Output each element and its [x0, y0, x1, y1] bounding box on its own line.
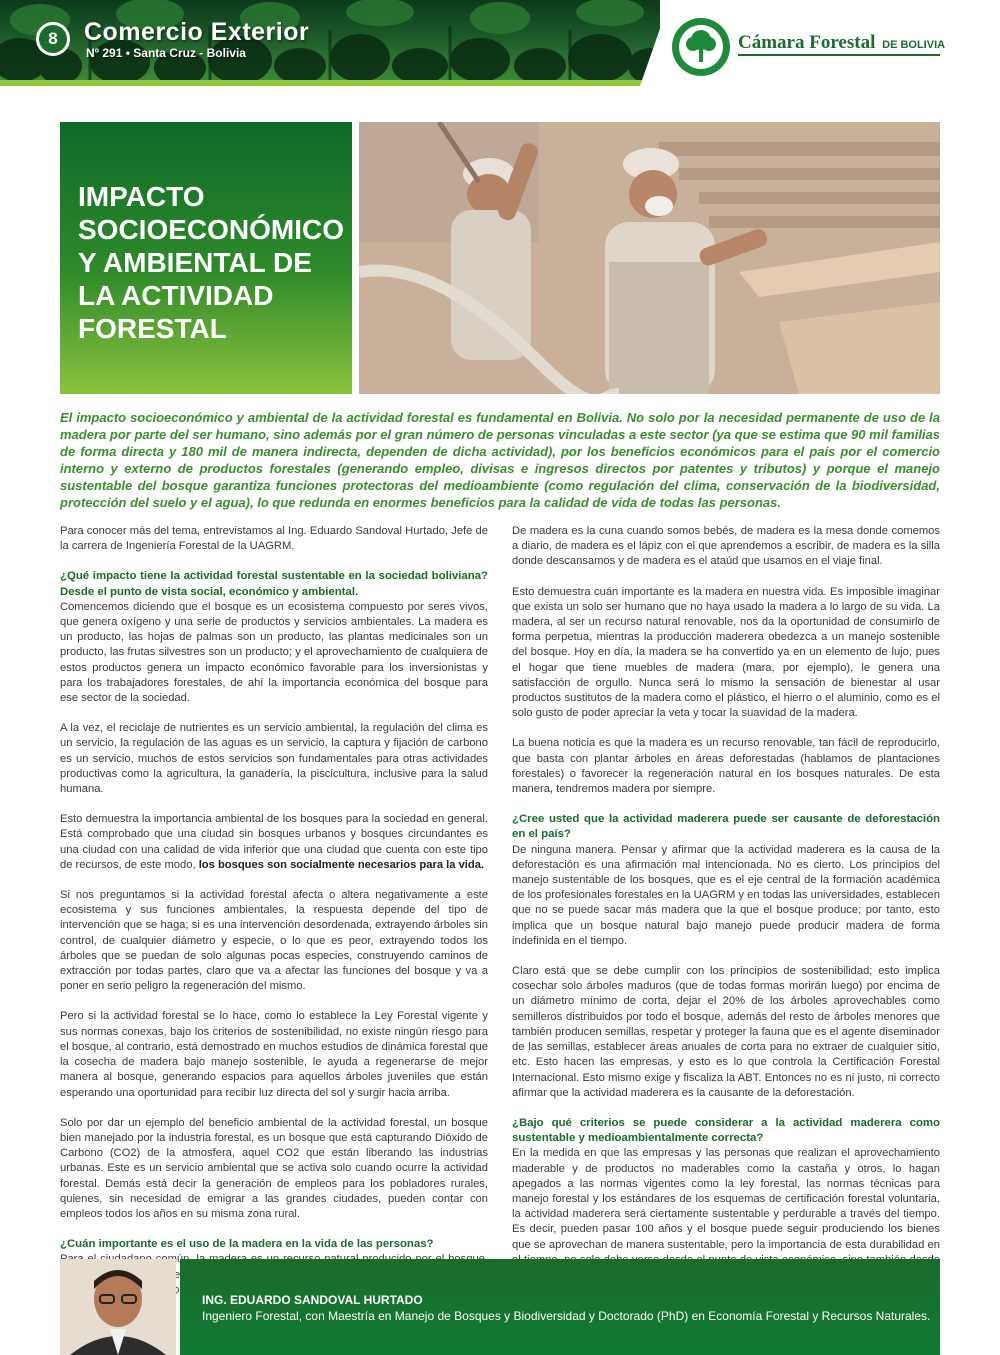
body-paragraph: A la vez, el reciclaje de nutrientes es un servicio ambiental, la regulación del clima es un servicio, la regulación de las aguas es un servicio, la captura y fijación de carbono es un servicio, muchos de estos servicios son fundamentales para otras actividades productivas como la agricultura, la ganadería, la piscicultura, inclusive para la salud humana.: [60, 722, 488, 796]
article-lead: El impacto socioeconómico y ambiental de la actividad forestal es fundamental en Bolivia. No solo por la necesidad permanente de uso de la madera por parte del ser humano, sino además por el gran número de personas vinculadas a este sector (ya que se estima que 90 mil familias de forma directa y 180 mil de manera indirecta, dependen de dicha actividad), por los beneficios económicos para el país por el comercio interno y externo de productos forestales (generando empleo, divisas e ingresos directos por patentes y tributos) y porque el manejo sustentable del bosque garantiza funciones protectoras del medioambiente (como regulación del clima, conservación de la biodiversidad, protección del suelo y el agua), lo que redunda en enormes beneficios para la calidad de vida de todas las personas.: [60, 410, 940, 510]
body-paragraph: La buena noticia es que la madera es un recurso renovable, tan fácil de reproducirlo, que basta con plantar árboles en áreas deforestadas (hablamos de plantaciones forestales) o favorecer la regeneración natural en los bosques naturales. De esta manera, tendremos madera por siempre.: [512, 737, 940, 796]
header-accent-stripe: [0, 80, 650, 86]
logo-underline: [738, 54, 940, 56]
left-column: [60, 524, 488, 1313]
page-number: 8: [36, 22, 70, 56]
body-paragraph: Claro está que se debe cumplir con los principios de sostenibilidad; esto implica cosechar solo árboles maduros (que de todas formas morirán luego) por encima de un diámetro mínimo de corta, dejar el 20% de los árboles aprovechables como semilleros distribuidos por todo el bosque, además del resto de árboles menores que también producen semillas, respetar y proteger la fauna que es el agente diseminador de las semillas, establecer áreas anuales de corta para no extraer de cualquier sitio, etc. Esto hacen las empresas, y esto es lo que controla la Certificación Forestal Internacional. Esto mismo exige y fiscaliza la ABT. Entonces no es ni justo, ni correcto afirmar que la actividad maderera es la causante de la deforestación.: [512, 965, 940, 1099]
title-panel: [60, 122, 352, 394]
body-paragraph: Comencemos diciendo que el bosque es un ecosistema compuesto por seres vivos, que genera oxígeno y una serie de productos y servicios ambientales. La madera es un producto, las hojas de palmas son un producto, las plantas medicinales son un producto, las frutas silvestres son un producto; y el aprovechamiento de cualquiera de estos productos genera un impacto económico favorable para los inversionistas y para los trabajadores forestales, de ahí la importancia económica del bosque para ese sector de la sociedad.: [60, 600, 488, 705]
body-paragraph: De ninguna manera. Pensar y afirmar que la actividad maderera es la causa de la deforestación es una afirmación mal intencionada. No es cierto. Los principios del manejo sustentable de los bosques, que es el eje central de la formación académica de los profesionales forestales en la UAGRM y en todas las universidades, establecen que no se puede sacar más madera que la que el bosque produce; por tanto, esto implica que un bosque natural bajo manejo puede producir madera de forma indefinida en el tiempo.: [512, 843, 940, 947]
question-heading: ¿Cree usted que la actividad maderera puede ser causante de deforestación en el país?: [512, 813, 940, 841]
author-bio-box: [180, 1259, 940, 1355]
body-paragraph: Esto demuestra cuán importante es la madera en nuestra vida. Es imposible imaginar que exista un solo ser humano que no haya usado la madera a lo largo de su vida. La madera, al ser un recurso natural renovable, nos da la oportunidad de consumirlo de forma perpetua, mientras la producción maderera obedezca a un manejo sostenible del bosque. Hoy en día, la madera se ha convertido ya en un elemento de lujo, pues el hogar que tiene muebles de madera (mara, por ejemplo), le genera una satisfacción de orgullo. Nunca será lo mismo la sensación de bienestar al usar productos sustitutos de la madera como el plástico, el hierro o el aluminio, como es el solo gusto de poder apreciar la veta y tocar la suavidad de la madera.: [512, 585, 940, 720]
intro-paragraph: Para conocer más del tema, entrevistamos al Ing. Eduardo Sandoval Hurtado, Jefe de la carrera de Ingeniería Forestal de la UAGRM.: [60, 525, 488, 553]
body-paragraph: Si nos preguntamos si la actividad forestal afecta o altera negativamente a este ecosistema y sus funciones ambientales, la respuesta depende del tipo de intervención que se haga; si es una intervención desordenada, extrayendo árboles sin control, de cualquier diámetro y especie, o lo que es peor, extrayendo todos los árboles que se puedan de solo algunas pocas especies, construyendo caminos de extracción por todas partes, claro que va a afectar las funciones del bosque y va a poner en serio peligro la regeneración del mismo.: [60, 889, 488, 993]
body-paragraph: De madera es la cuna cuando somos bebés, de madera es la mesa donde comemos a diario, de madera es el lápiz con el que aprendemos a escribir, de madera es la silla donde descansamos y de madera es el ataúd que usamos en el viaje final.: [512, 525, 940, 568]
body-paragraph: [60, 812, 488, 873]
emphasis-text: los bosques son socialmente necesarios para la vida.: [198, 858, 485, 871]
author-name: ING. EDUARDO SANDOVAL HURTADO: [202, 1293, 423, 1307]
right-column: [512, 524, 940, 1329]
magazine-title: Comercio Exterior: [84, 18, 310, 46]
article-title: IMPACTO SOCIOECONÓMICO Y AMBIENTAL DE LA ACTIVIDAD FORESTAL: [78, 181, 345, 344]
author-description: Ingeniero Forestal, con Maestría en Manejo de Bosques y Biodiversidad y Doctorado (PhD) en Economía Forestal y Recursos Naturales.: [202, 1309, 931, 1323]
question-heading: ¿Bajo qué criterios se puede considerar a la actividad maderera como sustentable y medioambientalmente correcta?: [512, 1116, 940, 1145]
issue-line: Nº 291 • Santa Cruz - Bolivia: [86, 46, 246, 60]
author-photo: [60, 1259, 176, 1355]
body-paragraph: En la medida en que las empresas y las personas que realizan el aprovechamiento maderable y de productos no maderables como la castaña y otros, lo hagan apegados a las normas vigentes como la ley forestal, las normas técnicas para manejo forestal y los estándares de los esquemas de certificación forestal voluntaria, la actividad maderera será ciertamente sustentable y perdurable a través del tiempo. Es decir, pueden pasar 100 años y el bosque puede seguir produciendo los bienes que se aprovechan de manera sustentable, pero la importancia de esta durabilidad en: [512, 1147, 940, 1251]
logo-suffix: DE BOLIVIA: [882, 39, 946, 51]
body-paragraph: Solo por dar un ejemplo del beneficio ambiental de la actividad forestal, un bosque bien manejado por la industria forestal, es un bosque que está capturando Dióxido de Carbono (CO2) de la atmosfera, aquel CO2 que están liberando las industrias urbanas. Este es un servicio ambiental que se activa solo cuando ocurre la actividad forestal. Demás está decir la generación de empleos para los pobladores rurales, quienes, sin necesidad de emigrar a las grandes ciudades, pueden contar con empleos todos los años en su misma zona rural.: [60, 1116, 488, 1220]
body-paragraph: Pero si la actividad forestal se lo hace, como lo establece la Ley Forestal vigente y sus normas conexas, bajo los criterios de sostenibilidad, no existe ningún riesgo para el bosque, al contrario, está demostrado en muchos estudios de dinámica forestal que la cosecha de madera bajo manejo sostenible, le ayuda a regenerarse de mejor manera al bosque, generando espacios para aquellos árboles juveniles que están esperando una oportunidad para recibir luz directa del sol y surgir hacia arriba.: [60, 1010, 488, 1099]
question-heading: ¿Cuán importante es el uso de la madera en la vida de las personas?: [60, 1238, 434, 1251]
body-text: Esto demuestra la importancia ambiental de los bosques para la sociedad en general. Está comprobado que una ciudad sin bosques urbanos y bosques circundantes es una ciudad con una calidad de vida inferior que una ciudad que cuenta con este tipo de recursos, de este modo,: [60, 813, 488, 871]
logo-name: Cámara Forestal: [738, 32, 876, 53]
workers-photo: [359, 122, 940, 394]
tree-icon: [672, 18, 730, 76]
author-footer: [60, 1259, 940, 1355]
logo-wordmark: [738, 32, 945, 54]
page-header: [0, 0, 1000, 88]
question-heading: ¿Qué impacto tiene la actividad forestal sustentable en la sociedad boliviana? Desde el punto de vista social, económico y ambiental.: [60, 570, 488, 598]
